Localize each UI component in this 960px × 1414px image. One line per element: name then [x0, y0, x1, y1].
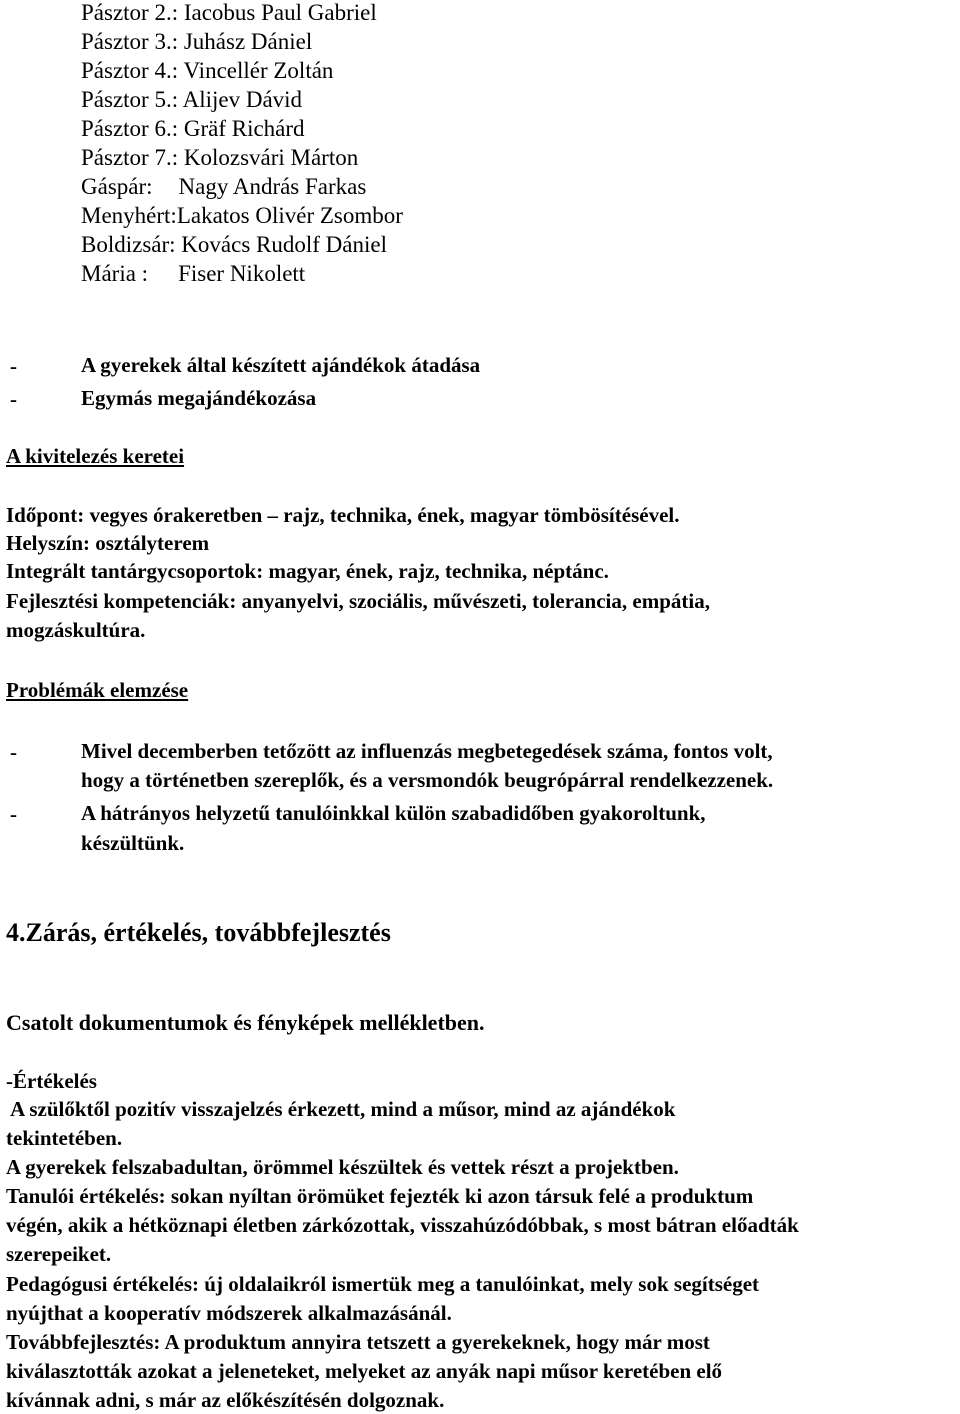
evaluation-line: Továbbfejlesztés: A produktum annyira tetszett a gyerekeknek, hogy már most: [6, 1330, 710, 1354]
list-dash: -: [10, 740, 17, 764]
list-item: Egymás megajándékozása: [81, 386, 317, 410]
cast-row: [81, 59, 333, 82]
list-dash: -: [10, 354, 17, 378]
cast-name: Vincellér Zoltán: [183, 58, 334, 83]
section-heading: 4.Zárás, értékelés, továbbfejlesztés: [6, 918, 391, 947]
framework-time: Időpont: vegyes órakeretben – rajz, technika, ének, magyar tömbösítésével.: [6, 503, 680, 527]
cast-role: Pásztor 2.:: [81, 0, 179, 25]
evaluation-line: nyújthat a kooperatív módszerek alkalmazásánál.: [6, 1301, 452, 1325]
evaluation-line: tekintetében.: [6, 1126, 123, 1150]
cast-role: Menyhért:: [81, 203, 177, 228]
cast-role: Pásztor 6.:: [81, 116, 179, 141]
cast-row: [81, 233, 387, 256]
problems-heading: Problémák elemzése: [6, 678, 189, 702]
cast-row: [81, 146, 358, 169]
cast-name: Juhász Dániel: [183, 29, 313, 54]
cast-row: [81, 1, 377, 24]
evaluation-line: végén, akik a hétköznapi életben zárkózottak, visszahúzódóbbak, s most bátran előadták: [6, 1213, 799, 1237]
evaluation-line: A szülőktől pozitív visszajelzés érkezett, mind a műsor, mind az ajándékok: [6, 1097, 676, 1121]
evaluation-line: Pedagógusi értékelés: új oldalaikról ismertük meg a tanulóinkat, mely sok segítséget: [6, 1272, 760, 1296]
evaluation-line: kívánnak adni, s már az előkészítésén dolgoznak.: [6, 1388, 445, 1412]
cast-name: Fiser Nikolett: [178, 261, 306, 286]
evaluation-line: szerepeiket.: [6, 1242, 112, 1266]
cast-name: Kovács Rudolf Dániel: [181, 232, 387, 257]
framework-place: Helyszín: osztályterem: [6, 531, 210, 555]
cast-row: [81, 204, 403, 227]
cast-row: [81, 175, 366, 198]
cast-name: Alijev Dávid: [182, 87, 303, 112]
cast-name: Nagy András Farkas: [178, 174, 367, 199]
evaluation-line: Tanulói értékelés: sokan nyíltan örömüket fejezték ki azon társuk felé a produktum: [6, 1184, 754, 1208]
cast-row: [81, 262, 305, 285]
framework-subjects: Integrált tantárgycsoportok: magyar, ének, rajz, technika, néptánc.: [6, 559, 609, 583]
cast-name: Iacobus Paul Gabriel: [183, 0, 377, 25]
list-dash: -: [10, 802, 17, 826]
framework-heading: A kivitelezés keretei: [6, 444, 185, 468]
cast-row: [81, 30, 312, 53]
cast-role: Gáspár:: [81, 174, 153, 199]
cast-role: Pásztor 5.:: [81, 87, 179, 112]
cast-row: [81, 117, 305, 140]
list-item-cont: készültünk.: [81, 831, 185, 855]
list-item: A hátrányos helyzetű tanulóinkkal külön szabadidőben gyakoroltunk,: [81, 801, 706, 825]
framework-competences-cont: mogzáskultúra.: [6, 618, 146, 642]
list-item: Mivel decemberben tetőzött az influenzás megbetegedések száma, fontos volt,: [81, 739, 773, 763]
cast-role: Mária :: [81, 261, 149, 286]
framework-competences: Fejlesztési kompetenciák: anyanyelvi, szociális, művészeti, tolerancia, empátia,: [6, 589, 710, 613]
cast-name: Gräf Richárd: [183, 116, 305, 141]
evaluation-line: kiválasztották azokat a jeleneteket, melyeket az anyák napi műsor keretében elő: [6, 1359, 723, 1383]
list-dash: -: [10, 387, 17, 411]
cast-name: Lakatos Olivér Zsombor: [176, 203, 403, 228]
cast-role: Pásztor 7.:: [81, 145, 179, 170]
list-item: A gyerekek által készített ajándékok átadása: [81, 353, 481, 377]
cast-role: Pásztor 4.:: [81, 58, 179, 83]
cast-name: Kolozsvári Márton: [183, 145, 359, 170]
cast-role: Pásztor 3.:: [81, 29, 179, 54]
cast-role: Boldizsár:: [81, 232, 176, 257]
list-item-cont: hogy a történetben szereplők, és a versmondók beugrópárral rendelkezzenek.: [81, 768, 774, 792]
attachments-note: Csatolt dokumentumok és fényképek mellékletben.: [6, 1010, 485, 1035]
evaluation-line: A gyerekek felszabadultan, örömmel készültek és vettek részt a projektben.: [6, 1155, 679, 1179]
evaluation-heading: -Értékelés: [6, 1069, 97, 1093]
cast-row: [81, 88, 302, 111]
